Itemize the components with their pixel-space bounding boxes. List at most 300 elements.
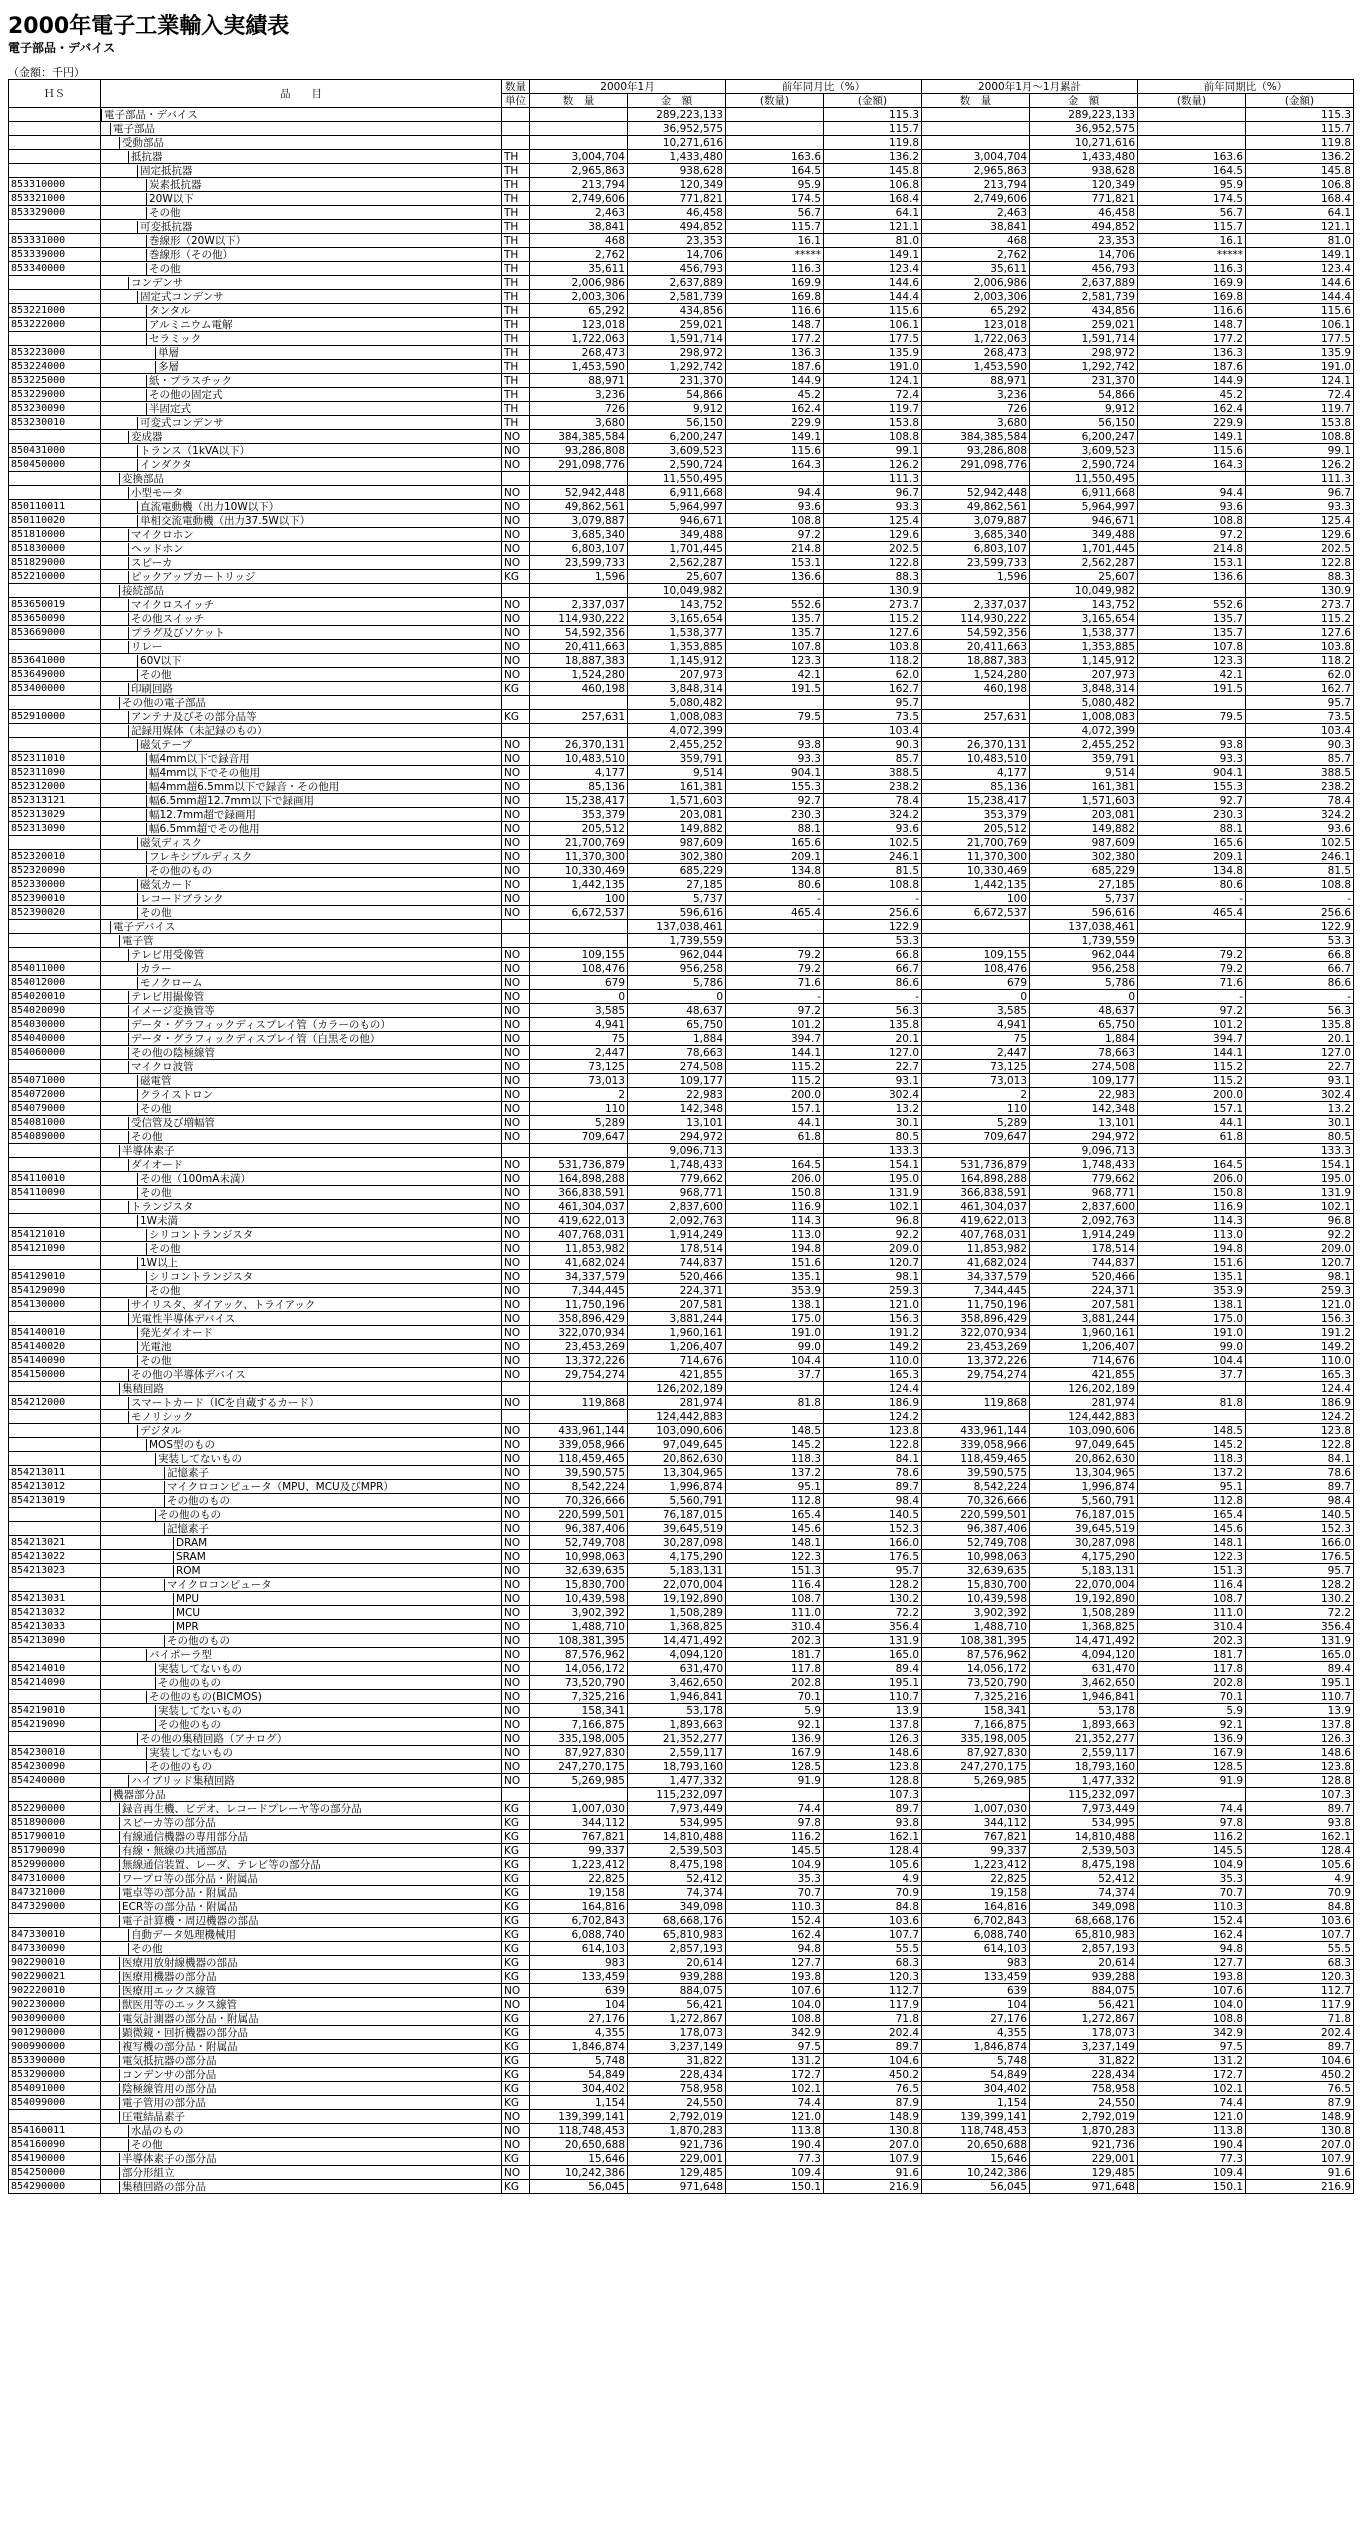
amount-ytd-cell: 281,974 [1030, 1396, 1138, 1410]
qty-ytd-yoy-cell [1138, 1410, 1246, 1424]
item-name-cell [101, 402, 502, 416]
amount-ytd-yoy-cell: 89.4 [1246, 1662, 1354, 1676]
qty-ytd-yoy-cell: 149.1 [1138, 430, 1246, 444]
amount-ytd-yoy-cell: 137.8 [1246, 1718, 1354, 1732]
amount-ytd-yoy-cell: 56.3 [1246, 1004, 1354, 1018]
amount-ytd-cell: 10,271,616 [1030, 136, 1138, 150]
amount-ytd-yoy-cell: 103.6 [1246, 1914, 1354, 1928]
amount-cell: 294,972 [628, 1130, 726, 1144]
item-name: その他 [146, 207, 501, 219]
unit-cell: NO [502, 738, 530, 752]
qty-cell: 268,473 [530, 346, 628, 360]
amount-ytd-yoy-cell: 106.8 [1246, 178, 1354, 192]
qty-cell: 133,459 [530, 1970, 628, 1984]
amount-ytd-cell: 3,848,314 [1030, 682, 1138, 696]
qty-ytd-yoy-cell [1138, 934, 1246, 948]
table-row [9, 1522, 1354, 1536]
item-name-cell [101, 1746, 502, 1760]
item-name-cell [101, 458, 502, 472]
amount-yoy-cell: 209.0 [824, 1242, 922, 1256]
table-row [9, 318, 1354, 332]
qty-cell: 73,520,790 [530, 1676, 628, 1690]
amount-yoy-cell: 103.6 [824, 1914, 922, 1928]
item-name: スピーカ [128, 557, 501, 569]
qty-cell: 1,722,063 [530, 332, 628, 346]
qty-cell: 2,003,306 [530, 290, 628, 304]
item-name-cell [101, 1102, 502, 1116]
amount-ytd-cell: 1,884 [1030, 1032, 1138, 1046]
qty-ytd-yoy-cell: 165.4 [1138, 1508, 1246, 1522]
hs-code-cell [9, 1788, 101, 1802]
qty-ytd-yoy-cell: 101.2 [1138, 1018, 1246, 1032]
amount-cell: 124,442,883 [628, 1410, 726, 1424]
unit-cell: KG [502, 1956, 530, 1970]
qty-ytd-cell: 87,576,962 [922, 1648, 1030, 1662]
qty-yoy-cell: 127.7 [726, 1956, 824, 1970]
amount-ytd-yoy-cell: 78.6 [1246, 1466, 1354, 1480]
qty-ytd-cell: 3,902,392 [922, 1606, 1030, 1620]
qty-ytd-yoy-cell: 92.7 [1138, 794, 1246, 808]
table-row [9, 486, 1354, 500]
hs-code-cell: 850110011 [9, 500, 101, 514]
item-name: 光電池 [137, 1341, 501, 1353]
amount-ytd-yoy-cell: 71.8 [1246, 2012, 1354, 2026]
amount-yoy-cell: 131.9 [824, 1634, 922, 1648]
amount-yoy-cell: 166.0 [824, 1536, 922, 1550]
amount-ytd-yoy-cell: 153.8 [1246, 416, 1354, 430]
amount-cell: 2,455,252 [628, 738, 726, 752]
hs-code-cell: 900990000 [9, 2040, 101, 2054]
qty-ytd-cell: 366,838,591 [922, 1186, 1030, 1200]
amount-ytd-cell: 20,862,630 [1030, 1452, 1138, 1466]
item-name: その他 [128, 1131, 501, 1143]
amount-yoy-cell: 165.3 [824, 1368, 922, 1382]
item-name: シリコントランジスタ [146, 1229, 501, 1241]
qty-cell: 366,838,591 [530, 1186, 628, 1200]
qty-cell: 34,337,579 [530, 1270, 628, 1284]
qty-ytd-yoy-cell: 164.5 [1138, 164, 1246, 178]
qty-yoy-cell: 135.7 [726, 626, 824, 640]
table-row [9, 248, 1354, 262]
unit-cell: KG [502, 1858, 530, 1872]
amount-ytd-cell: 203,081 [1030, 808, 1138, 822]
qty-ytd-yoy-cell: 138.1 [1138, 1298, 1246, 1312]
amount-yoy-cell: 68.3 [824, 1956, 922, 1970]
hs-code-cell: 854160090 [9, 2138, 101, 2152]
qty-yoy-cell: 174.5 [726, 192, 824, 206]
amount-cell: 9,514 [628, 766, 726, 780]
item-name-cell [101, 1690, 502, 1704]
qty-ytd-cell: 6,088,740 [922, 1928, 1030, 1942]
qty-cell: 344,112 [530, 1816, 628, 1830]
amount-ytd-cell: 120,349 [1030, 178, 1138, 192]
qty-ytd-cell [922, 1382, 1030, 1396]
item-name-cell [101, 990, 502, 1004]
qty-ytd-yoy-cell: 61.8 [1138, 1130, 1246, 1144]
qty-cell: 353,379 [530, 808, 628, 822]
amount-ytd-cell: 779,662 [1030, 1172, 1138, 1186]
amount-cell: 1,571,603 [628, 794, 726, 808]
unit-cell: KG [502, 2026, 530, 2040]
qty-cell: 23,453,269 [530, 1340, 628, 1354]
qty-ytd-cell: 407,768,031 [922, 1228, 1030, 1242]
header-amt-ytd: 金 額 [1030, 94, 1138, 108]
amount-yoy-cell: 238.2 [824, 780, 922, 794]
amount-ytd-cell: 178,514 [1030, 1242, 1138, 1256]
qty-ytd-cell: 468 [922, 234, 1030, 248]
amount-cell: 5,786 [628, 976, 726, 990]
amount-ytd-cell: 939,288 [1030, 1970, 1138, 1984]
amount-yoy-cell: 95.7 [824, 696, 922, 710]
table-row [9, 1662, 1354, 1676]
amount-cell: 129,485 [628, 2166, 726, 2180]
qty-cell: 38,841 [530, 220, 628, 234]
amount-ytd-cell: 946,671 [1030, 514, 1138, 528]
table-row [9, 1102, 1354, 1116]
qty-ytd-yoy-cell: 181.7 [1138, 1648, 1246, 1662]
table-row [9, 626, 1354, 640]
hs-code-cell [9, 1256, 101, 1270]
item-name-cell [101, 654, 502, 668]
amount-ytd-yoy-cell: 130.8 [1246, 2124, 1354, 2138]
amount-cell: 281,974 [628, 1396, 726, 1410]
unit-cell: KG [502, 2054, 530, 2068]
amount-ytd-cell: 1,914,249 [1030, 1228, 1138, 1242]
item-name-cell [101, 430, 502, 444]
qty-ytd-yoy-cell: 94.8 [1138, 1942, 1246, 1956]
amount-ytd-yoy-cell: 64.1 [1246, 206, 1354, 220]
qty-cell: 20,411,663 [530, 640, 628, 654]
amount-yoy-cell: 119.8 [824, 136, 922, 150]
amount-ytd-yoy-cell: 107.9 [1246, 2152, 1354, 2166]
amount-ytd-cell: 3,237,149 [1030, 2040, 1138, 2054]
amount-cell: 1,538,377 [628, 626, 726, 640]
qty-ytd-yoy-cell: 190.4 [1138, 2138, 1246, 2152]
unit-cell: NO [502, 1550, 530, 1564]
table-row [9, 542, 1354, 556]
table-row [9, 598, 1354, 612]
amount-yoy-cell: 95.7 [824, 1564, 922, 1578]
qty-ytd-cell: 1,154 [922, 2096, 1030, 2110]
table-row [9, 2082, 1354, 2096]
qty-yoy-cell: 44.1 [726, 1116, 824, 1130]
qty-yoy-cell: 187.6 [726, 360, 824, 374]
amount-ytd-yoy-cell: 96.7 [1246, 486, 1354, 500]
qty-cell: 93,286,808 [530, 444, 628, 458]
amount-ytd-cell: 137,038,461 [1030, 920, 1138, 934]
amount-cell: 2,857,193 [628, 1942, 726, 1956]
table-row [9, 2012, 1354, 2026]
amount-yoy-cell: 149.2 [824, 1340, 922, 1354]
amount-ytd-yoy-cell: 108.8 [1246, 430, 1354, 444]
amount-yoy-cell: 111.3 [824, 472, 922, 486]
table-row [9, 402, 1354, 416]
qty-ytd-yoy-cell [1138, 920, 1246, 934]
qty-ytd-yoy-cell: 118.3 [1138, 1452, 1246, 1466]
qty-yoy-cell: 109.4 [726, 2166, 824, 2180]
amount-ytd-yoy-cell: 110.0 [1246, 1354, 1354, 1368]
amount-ytd-yoy-cell: 122.8 [1246, 556, 1354, 570]
amount-ytd-yoy-cell: 148.9 [1246, 2110, 1354, 2124]
qty-yoy-cell: 162.4 [726, 402, 824, 416]
table-row [9, 304, 1354, 318]
table-row [9, 1172, 1354, 1186]
amount-ytd-yoy-cell: 144.4 [1246, 290, 1354, 304]
item-name-cell [101, 346, 502, 360]
item-name-cell [101, 1242, 502, 1256]
qty-ytd-cell: 419,622,013 [922, 1214, 1030, 1228]
amount-yoy-cell: 121.0 [824, 1298, 922, 1312]
item-name: ROM [173, 1565, 501, 1577]
page-subtitle: 電子部品・デバイス [8, 41, 116, 55]
qty-cell: 108,476 [530, 962, 628, 976]
qty-cell: 2,006,986 [530, 276, 628, 290]
unit-cell: KG [502, 2040, 530, 2054]
qty-yoy-cell: 79.2 [726, 948, 824, 962]
amount-cell: 103,090,606 [628, 1424, 726, 1438]
unit-cell: NO [502, 2124, 530, 2138]
item-name-cell [101, 1382, 502, 1396]
amount-yoy-cell: 81.5 [824, 864, 922, 878]
amount-yoy-cell: 87.9 [824, 2096, 922, 2110]
qty-cell: 158,341 [530, 1704, 628, 1718]
item-name-cell [101, 1438, 502, 1452]
qty-ytd-cell [922, 122, 1030, 136]
item-name: 集積回路の部分品 [119, 2181, 501, 2193]
qty-ytd-cell: 3,685,340 [922, 528, 1030, 542]
amount-ytd-cell: 6,911,668 [1030, 486, 1138, 500]
amount-ytd-cell: 1,946,841 [1030, 1690, 1138, 1704]
qty-ytd-cell: 220,599,501 [922, 1508, 1030, 1522]
amount-ytd-cell: 14,706 [1030, 248, 1138, 262]
table-row [9, 654, 1354, 668]
item-name: モノクローム [137, 977, 501, 989]
qty-yoy-cell: 88.1 [726, 822, 824, 836]
amount-cell: 231,370 [628, 374, 726, 388]
table-row [9, 1774, 1354, 1788]
qty-ytd-cell: 10,242,386 [922, 2166, 1030, 2180]
unit-cell [502, 584, 530, 598]
table-row [9, 1298, 1354, 1312]
table-row [9, 500, 1354, 514]
item-name-cell [101, 668, 502, 682]
amount-ytd-yoy-cell: 152.3 [1246, 1522, 1354, 1536]
qty-yoy-cell: 113.0 [726, 1228, 824, 1242]
qty-yoy-cell: 79.5 [726, 710, 824, 724]
item-name-cell [101, 318, 502, 332]
item-name-cell [101, 472, 502, 486]
unit-cell: NO [502, 1242, 530, 1256]
amount-ytd-cell: 2,539,503 [1030, 1844, 1138, 1858]
amount-cell: 7,973,449 [628, 1802, 726, 1816]
item-name-cell [101, 1872, 502, 1886]
unit-cell: TH [502, 248, 530, 262]
amount-ytd-cell: 5,737 [1030, 892, 1138, 906]
item-name: その他 [146, 1285, 501, 1297]
qty-cell: 2,965,863 [530, 164, 628, 178]
qty-ytd-yoy-cell: 116.6 [1138, 304, 1246, 318]
item-name: アルミニウム電解 [146, 319, 501, 331]
item-name: MOS型のもの [146, 1439, 501, 1451]
amount-yoy-cell: 144.6 [824, 276, 922, 290]
unit-cell: KG [502, 2068, 530, 2082]
amount-ytd-cell: 6,200,247 [1030, 430, 1138, 444]
qty-yoy-cell: 107.8 [726, 640, 824, 654]
table-row [9, 1956, 1354, 1970]
amount-ytd-cell: 1,571,603 [1030, 794, 1138, 808]
amount-cell: 142,348 [628, 1102, 726, 1116]
unit-cell: KG [502, 2096, 530, 2110]
unit-cell: NO [502, 1690, 530, 1704]
amount-ytd-cell: 109,177 [1030, 1074, 1138, 1088]
amount-cell: 3,848,314 [628, 682, 726, 696]
amount-ytd-cell: 78,663 [1030, 1046, 1138, 1060]
amount-cell: 13,101 [628, 1116, 726, 1130]
qty-yoy-cell: 94.8 [726, 1942, 824, 1956]
amount-ytd-cell: 11,550,495 [1030, 472, 1138, 486]
amount-cell: 8,475,198 [628, 1858, 726, 1872]
amount-yoy-cell: 55.5 [824, 1942, 922, 1956]
amount-yoy-cell: 4.9 [824, 1872, 922, 1886]
amount-ytd-yoy-cell: 186.9 [1246, 1396, 1354, 1410]
amount-ytd-yoy-cell: 302.4 [1246, 1088, 1354, 1102]
amount-ytd-yoy-cell: 68.3 [1246, 1956, 1354, 1970]
item-name: その他 [137, 907, 501, 919]
qty-ytd-cell: 11,853,982 [922, 1242, 1030, 1256]
item-name: その他 [137, 1355, 501, 1367]
table-row [9, 122, 1354, 136]
hs-code-cell [9, 696, 101, 710]
amount-ytd-cell: 884,075 [1030, 1984, 1138, 1998]
item-name-cell [101, 416, 502, 430]
hs-code-cell: 854213021 [9, 1536, 101, 1550]
qty-cell: 3,079,887 [530, 514, 628, 528]
amount-cell: 1,960,161 [628, 1326, 726, 1340]
table-row [9, 1704, 1354, 1718]
qty-ytd-yoy-cell: 167.9 [1138, 1746, 1246, 1760]
qty-ytd-cell: 164,898,288 [922, 1172, 1030, 1186]
amount-ytd-yoy-cell: 66.8 [1246, 948, 1354, 962]
amount-yoy-cell: 53.3 [824, 934, 922, 948]
amount-cell: 259,021 [628, 318, 726, 332]
table-row [9, 1970, 1354, 1984]
qty-ytd-cell: 531,736,879 [922, 1158, 1030, 1172]
amount-ytd-cell: 494,852 [1030, 220, 1138, 234]
qty-ytd-yoy-cell [1138, 584, 1246, 598]
amount-cell: 2,590,724 [628, 458, 726, 472]
qty-yoy-cell: 97.8 [726, 1816, 824, 1830]
qty-cell: 87,927,830 [530, 1746, 628, 1760]
amount-cell: 631,470 [628, 1662, 726, 1676]
header-amt-pct-ytd: (金額) [1246, 94, 1354, 108]
table-row [9, 1872, 1354, 1886]
qty-yoy-cell: 175.0 [726, 1312, 824, 1326]
qty-yoy-cell: 107.6 [726, 1984, 824, 1998]
amount-yoy-cell: 122.9 [824, 920, 922, 934]
qty-cell: 26,370,131 [530, 738, 628, 752]
qty-ytd-yoy-cell: 155.3 [1138, 780, 1246, 794]
amount-yoy-cell: 130.8 [824, 2124, 922, 2138]
table-row [9, 1158, 1354, 1172]
amount-cell: 224,371 [628, 1284, 726, 1298]
hs-code-cell: 853223000 [9, 346, 101, 360]
qty-cell: 96,387,406 [530, 1522, 628, 1536]
qty-yoy-cell: 114.3 [726, 1214, 824, 1228]
qty-cell: 164,816 [530, 1900, 628, 1914]
table-row [9, 2166, 1354, 2180]
amount-yoy-cell: 86.6 [824, 976, 922, 990]
qty-ytd-yoy-cell: 135.1 [1138, 1270, 1246, 1284]
table-row [9, 1116, 1354, 1130]
hs-code-cell: 853329000 [9, 206, 101, 220]
header-amt-pct: (金額) [824, 94, 922, 108]
unit-cell: KG [502, 1928, 530, 1942]
qty-ytd-cell: 358,896,429 [922, 1312, 1030, 1326]
item-name-cell [101, 2040, 502, 2054]
amount-yoy-cell: 107.7 [824, 1928, 922, 1942]
amount-cell: 21,352,277 [628, 1732, 726, 1746]
amount-ytd-cell: 1,272,867 [1030, 2012, 1138, 2026]
amount-yoy-cell: 130.2 [824, 1592, 922, 1606]
amount-yoy-cell: 195.1 [824, 1676, 922, 1690]
item-name: ヘッドホン [128, 543, 501, 555]
item-name-cell [101, 1816, 502, 1830]
unit-cell: KG [502, 2082, 530, 2096]
item-name-cell [101, 360, 502, 374]
qty-cell: 15,830,700 [530, 1578, 628, 1592]
qty-ytd-cell: 1,453,590 [922, 360, 1030, 374]
amount-cell: 771,821 [628, 192, 726, 206]
qty-yoy-cell: 136.6 [726, 570, 824, 584]
item-name: SRAM [173, 1551, 501, 1563]
item-name-cell [101, 710, 502, 724]
qty-ytd-yoy-cell: 310.4 [1138, 1620, 1246, 1634]
qty-ytd-cell: 118,748,453 [922, 2124, 1030, 2138]
amount-cell: 149,882 [628, 822, 726, 836]
unit-cell: NO [502, 1774, 530, 1788]
qty-ytd-cell: 123,018 [922, 318, 1030, 332]
item-name: セラミック [146, 333, 501, 345]
qty-ytd-yoy-cell: 151.6 [1138, 1256, 1246, 1270]
amount-ytd-yoy-cell: 120.7 [1246, 1256, 1354, 1270]
table-row [9, 1200, 1354, 1214]
amount-cell: 302,380 [628, 850, 726, 864]
item-name: 医療用放射線機器の部品 [119, 1957, 501, 1969]
amount-yoy-cell: 125.4 [824, 514, 922, 528]
unit-cell: NO [502, 878, 530, 892]
table-row [9, 430, 1354, 444]
item-name: 光電性半導体デバイス [128, 1313, 501, 1325]
amount-ytd-cell: 1,206,407 [1030, 1340, 1138, 1354]
amount-ytd-cell: 10,049,982 [1030, 584, 1138, 598]
amount-cell: 971,648 [628, 2180, 726, 2194]
qty-yoy-cell: 91.9 [726, 1774, 824, 1788]
amount-cell: 4,072,399 [628, 724, 726, 738]
item-name: 顕微鏡・回折機器の部分品 [119, 2027, 501, 2039]
qty-yoy-cell: 104.9 [726, 1858, 824, 1872]
item-name: 1W以上 [137, 1257, 501, 1269]
amount-ytd-cell: 13,101 [1030, 1116, 1138, 1130]
amount-yoy-cell: 89.7 [824, 1480, 922, 1494]
qty-cell: 7,166,875 [530, 1718, 628, 1732]
amount-cell: 6,200,247 [628, 430, 726, 444]
item-name-cell [101, 2138, 502, 2152]
page-title: 2000年電子工業輸入実績表 [8, 14, 290, 39]
item-name: 巻線形（20W以下） [146, 235, 501, 247]
qty-ytd-yoy-cell: 206.0 [1138, 1172, 1246, 1186]
qty-ytd-cell: 2,749,606 [922, 192, 1030, 206]
table-row [9, 150, 1354, 164]
